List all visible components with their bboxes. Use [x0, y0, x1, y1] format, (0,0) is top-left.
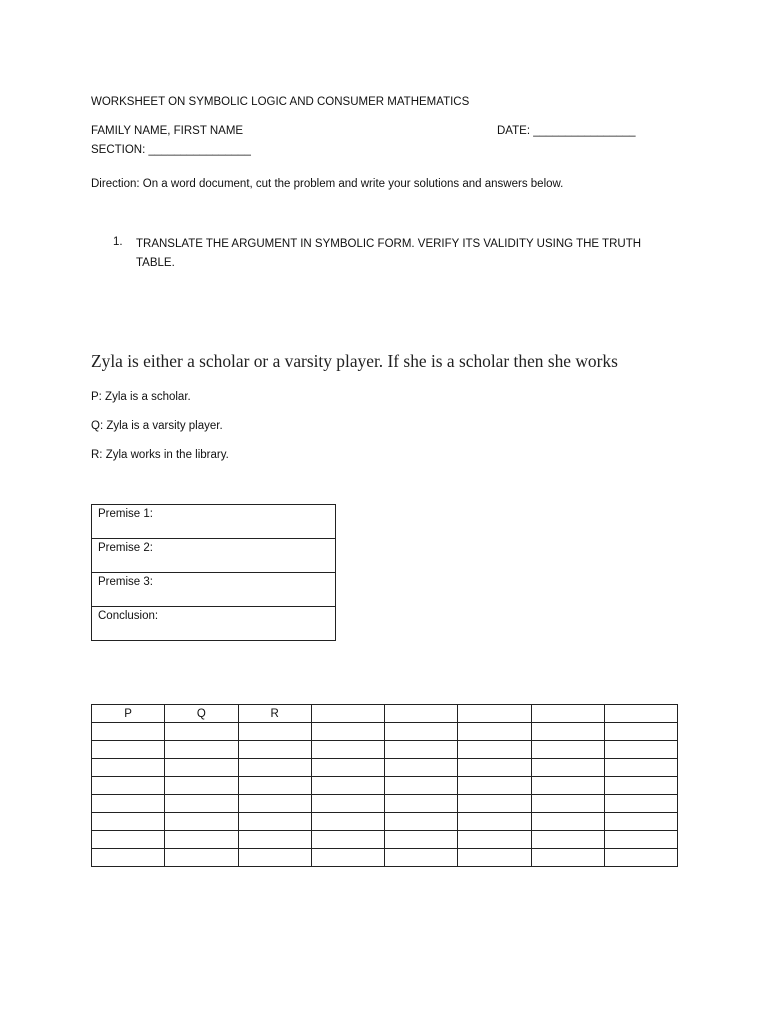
truth-table-cell[interactable] — [385, 777, 458, 795]
section-label: SECTION: ________________ — [91, 144, 251, 156]
truth-table-cell[interactable] — [238, 813, 311, 831]
truth-table-cell[interactable] — [238, 795, 311, 813]
truth-table-cell[interactable] — [531, 795, 604, 813]
question-text: TRANSLATE THE ARGUMENT IN SYMBOLIC FORM. VERIFY ITS VALIDITY USING THE TRUTH TABLE. — [136, 238, 642, 269]
truth-table-cell[interactable] — [531, 849, 604, 867]
truth-table-cell[interactable] — [238, 759, 311, 777]
truth-table-cell[interactable] — [604, 849, 677, 867]
truth-table-row — [92, 777, 678, 795]
truth-table-cell[interactable] — [92, 759, 165, 777]
truth-table-cell[interactable] — [238, 831, 311, 849]
worksheet-title: WORKSHEET ON SYMBOLIC LOGIC AND CONSUMER MATHEMATICS — [91, 96, 470, 108]
truth-table-cell[interactable] — [531, 759, 604, 777]
proposition-q: Q: Zyla is a varsity player. — [91, 420, 223, 432]
truth-table-cell[interactable] — [311, 831, 384, 849]
truth-table-header — [458, 705, 531, 723]
truth-table-cell[interactable] — [458, 759, 531, 777]
truth-table-cell[interactable] — [458, 849, 531, 867]
truth-table-cell[interactable] — [458, 777, 531, 795]
truth-table-cell[interactable] — [92, 795, 165, 813]
truth-table-cell[interactable] — [92, 831, 165, 849]
truth-table-cell[interactable] — [92, 849, 165, 867]
truth-table-cell[interactable] — [385, 741, 458, 759]
truth-table-cell[interactable] — [165, 759, 238, 777]
truth-table-cell[interactable] — [165, 849, 238, 867]
proposition-p: P: Zyla is a scholar. — [91, 391, 191, 403]
truth-table-cell[interactable] — [531, 741, 604, 759]
truth-table-cell[interactable] — [604, 723, 677, 741]
truth-table-cell[interactable] — [458, 813, 531, 831]
truth-table-cell[interactable] — [458, 831, 531, 849]
truth-table-cell[interactable] — [311, 723, 384, 741]
proposition-r: R: Zyla works in the library. — [91, 449, 229, 461]
problem-line: Zyla is either a scholar or a varsity player. If she is a scholar then she works — [91, 351, 618, 371]
truth-table-cell[interactable] — [604, 795, 677, 813]
truth-table-cell[interactable] — [604, 813, 677, 831]
truth-table-cell[interactable] — [92, 741, 165, 759]
problem-statement-image — [91, 304, 677, 374]
truth-table-cell[interactable] — [311, 849, 384, 867]
premise-table — [91, 504, 336, 641]
truth-table-cell[interactable] — [311, 741, 384, 759]
truth-table-cell[interactable] — [385, 795, 458, 813]
truth-table-cell[interactable] — [531, 831, 604, 849]
truth-table-cell[interactable] — [238, 723, 311, 741]
premise-cell[interactable]: Premise 3: — [92, 573, 336, 607]
truth-table-cell[interactable] — [385, 813, 458, 831]
truth-table-cell[interactable] — [385, 723, 458, 741]
truth-table-row — [92, 813, 678, 831]
truth-table-header: R — [238, 705, 311, 723]
truth-table-cell[interactable] — [604, 759, 677, 777]
truth-table-cell[interactable] — [385, 831, 458, 849]
truth-table-cell[interactable] — [165, 741, 238, 759]
truth-table-cell[interactable] — [385, 849, 458, 867]
truth-table-row — [92, 849, 678, 867]
truth-table-header — [385, 705, 458, 723]
truth-table-cell[interactable] — [238, 777, 311, 795]
truth-table-row — [92, 831, 678, 849]
truth-table-cell[interactable] — [165, 813, 238, 831]
truth-table-cell[interactable] — [604, 777, 677, 795]
truth-table-cell[interactable] — [458, 795, 531, 813]
truth-table-cell[interactable] — [531, 723, 604, 741]
truth-table-cell[interactable] — [531, 813, 604, 831]
truth-table-cell[interactable] — [311, 777, 384, 795]
truth-table-row — [92, 795, 678, 813]
truth-table-cell[interactable] — [604, 741, 677, 759]
truth-table-header — [311, 705, 384, 723]
truth-table-cell[interactable] — [604, 831, 677, 849]
truth-table-header — [604, 705, 677, 723]
family-name-label: FAMILY NAME, FIRST NAME — [91, 125, 244, 137]
truth-table-cell[interactable] — [165, 795, 238, 813]
truth-table-row — [92, 759, 678, 777]
truth-table-cell[interactable] — [92, 777, 165, 795]
truth-table-cell[interactable] — [92, 723, 165, 741]
truth-table — [91, 704, 678, 867]
truth-table-cell[interactable] — [165, 777, 238, 795]
truth-table-header: Q — [165, 705, 238, 723]
truth-table-header: P — [92, 705, 165, 723]
premise-cell[interactable]: Premise 2: — [92, 539, 336, 573]
truth-table-header-row — [92, 705, 678, 723]
direction-text: Direction: On a word document, cut the problem and write your solutions and answers below. — [91, 178, 564, 190]
truth-table-cell[interactable] — [165, 831, 238, 849]
premise-cell[interactable]: Premise 1: — [92, 505, 336, 539]
question-number: 1. — [113, 236, 123, 248]
truth-table-body — [92, 723, 678, 867]
truth-table-cell[interactable] — [385, 759, 458, 777]
truth-table-cell[interactable] — [238, 849, 311, 867]
truth-table-cell[interactable] — [458, 741, 531, 759]
truth-table-cell[interactable] — [92, 813, 165, 831]
truth-table-cell[interactable] — [531, 777, 604, 795]
truth-table-cell[interactable] — [458, 723, 531, 741]
conclusion-cell[interactable]: Conclusion: — [92, 607, 336, 641]
truth-table-cell[interactable] — [311, 759, 384, 777]
truth-table-cell[interactable] — [311, 795, 384, 813]
truth-table-cell[interactable] — [165, 723, 238, 741]
truth-table-cell[interactable] — [238, 741, 311, 759]
truth-table-row — [92, 723, 678, 741]
truth-table-row — [92, 741, 678, 759]
truth-table-cell[interactable] — [311, 813, 384, 831]
date-label: DATE: ________________ — [497, 125, 636, 137]
truth-table-header — [531, 705, 604, 723]
